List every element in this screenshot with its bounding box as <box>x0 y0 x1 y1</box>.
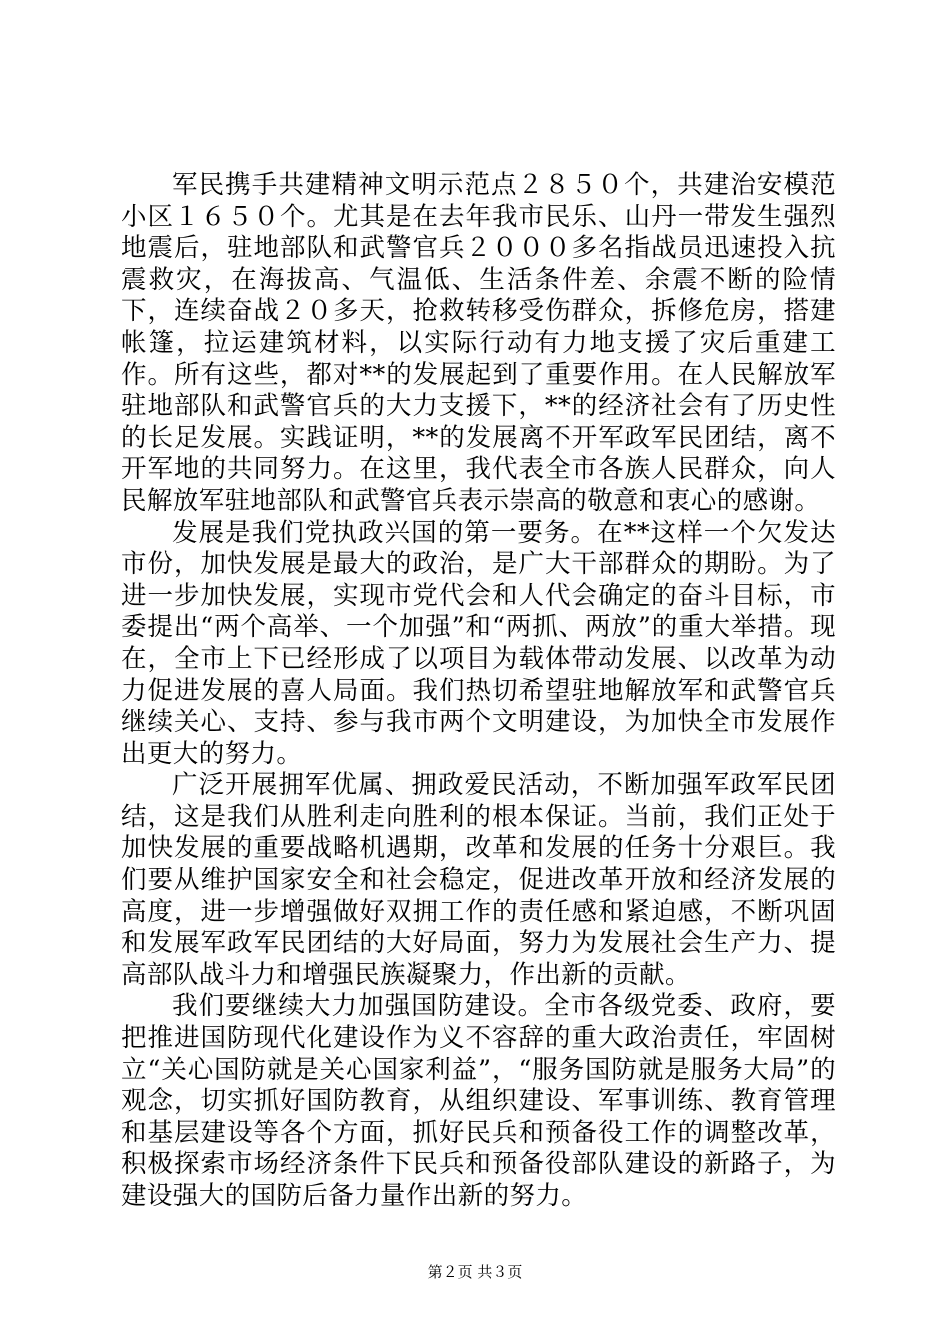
document-body <box>121 170 836 1213</box>
page-number: 第２页 共３页 <box>427 1263 523 1281</box>
page-footer <box>0 1262 950 1282</box>
paragraph-3: 广泛开展拥军优属、拥政爱民活动，不断加强军政军民团结，这是我们从胜利走向胜利的根本保证。当前，我们正处于加快发展的重要战略机遇期，改革和发展的任务十分艰巨。我们要从维护国家安全和社会稳定，促进改革开放和经济发展的高度，进一步增强做好双拥工作的责任感和紧迫感，不断巩固和发展军政军民团结的大好局面，努力为发展社会生产力、提高部队战斗力和增强民族凝聚力，作出新的贡献。 <box>121 770 836 990</box>
paragraph-1: 军民携手共建精神文明示范点２８５０个，共建治安模范小区１６５０个。尤其是在去年我市民乐、山丹一带发生强烈地震后，驻地部队和武警官兵２０００多名指战员迅速投入抗震救灾，在海拔高、气温低、生活条件差、余震不断的险情下，连续奋战２０多天，抢救转移受伤群众，拆修危房，搭建帐篷，拉运建筑材料，以实际行动有力地支援了灾后重建工作。所有这些，都对**的发展起到了重要作用。在人民解放军驻地部队和武警官兵的大力支援下，**的经济社会有了历史性的长足发展。实践证明，**的发展离不开军政军民团结，离不开军地的共同努力。在这里，我代表全市各族人民群众，向人民解放军驻地部队和武警官兵表示崇高的敬意和衷心的感谢。 <box>121 170 836 516</box>
paragraph-4: 我们要继续大力加强国防建设。全市各级党委、政府，要把推进国防现代化建设作为义不容辞的重大政治责任，牢固树立“关心国防就是关心国家利益”，“服务国防就是服务大局”的观念，切实抓好国防教育，从组织建设、军事训练、教育管理和基层建设等各个方面，抓好民兵和预备役工作的调整改革，积极探索市场经济条件下民兵和预备役部队建设的新路子，为建设强大的国防后备力量作出新的努力。 <box>121 991 836 1211</box>
paragraph-2: 发展是我们党执政兴国的第一要务。在**这样一个欠发达市份，加快发展是最大的政治，是广大干部群众的期盼。为了进一步加快发展，实现市党代会和人代会确定的奋斗目标，市委提出“两个高举、一个加强”和“两抓、两放”的重大举措。现在，全市上下已经形成了以项目为载体带动发展、以改革为动力促进发展的喜人局面。我们热切希望驻地解放军和武警官兵继续关心、支持、参与我市两个文明建设，为加快全市发展作出更大的努力。 <box>121 517 836 769</box>
